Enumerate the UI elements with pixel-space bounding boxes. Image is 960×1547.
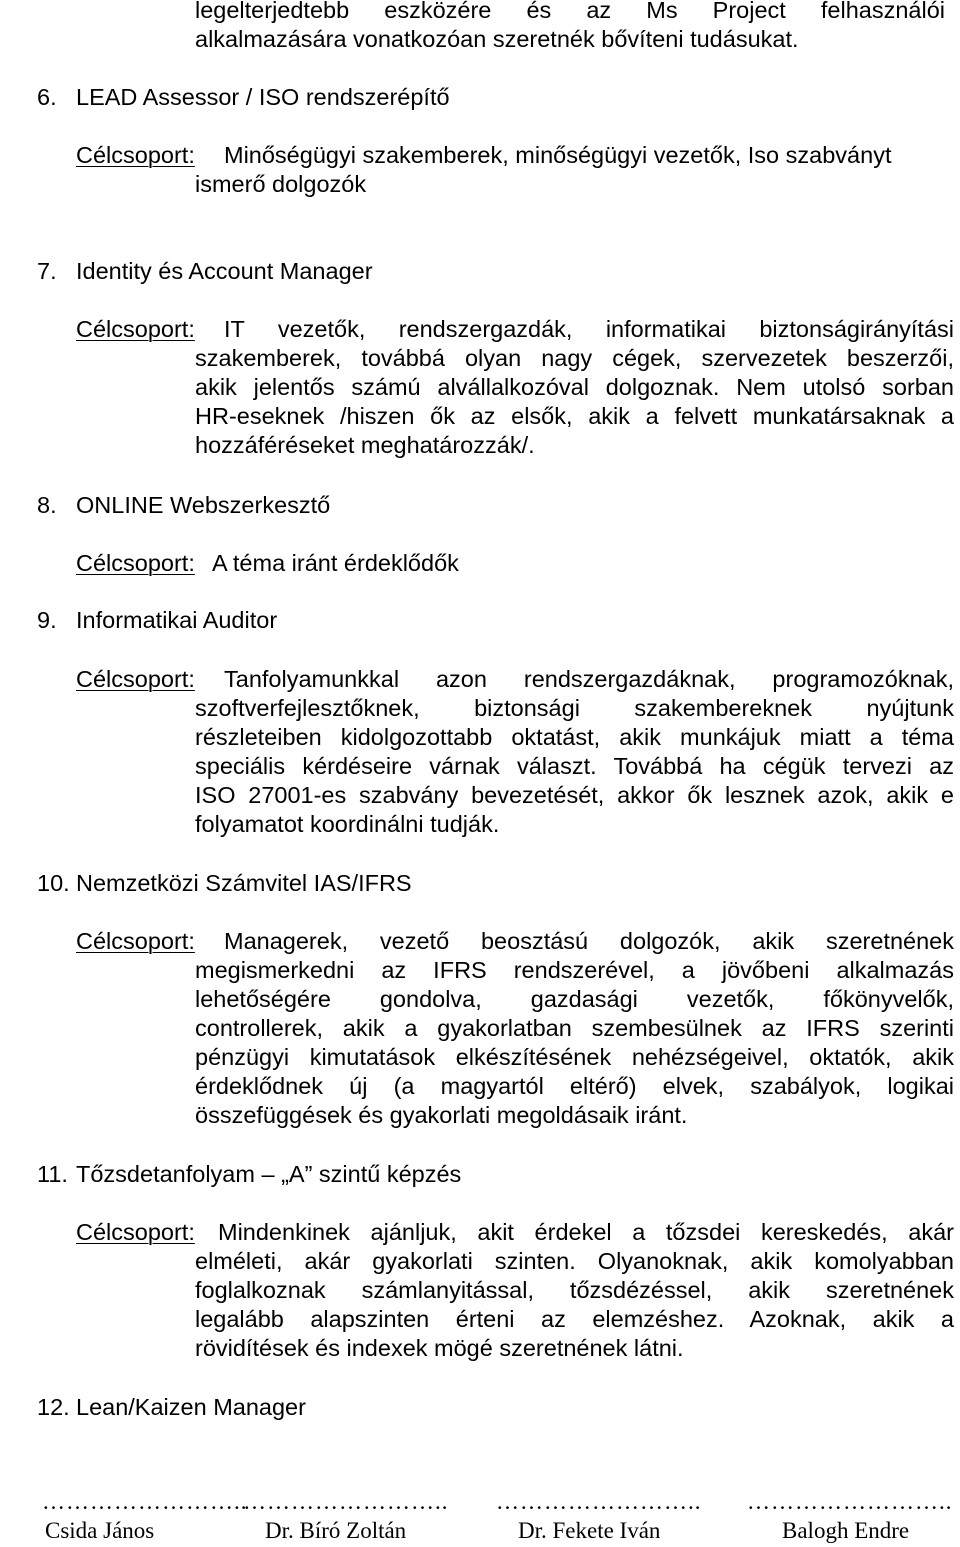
item-text-line: foglalkoznak számlanyitással, tőzsdézéssel, akik szeretnének: [195, 1277, 954, 1303]
item-text-line: folyamatot koordinálni tudják.: [195, 811, 500, 837]
item-text-line: érdeklődnek új (a magyartól eltérő) elvek, szabályok, logikai: [195, 1073, 954, 1099]
item-text-line: rövidítések és indexek mögé szeretnének látni.: [195, 1335, 684, 1361]
item-number: 11.: [37, 1161, 68, 1187]
item-text-line: hozzáféréseket meghatározzák/.: [195, 432, 535, 458]
signatory-name: Dr. Bíró Zoltán: [265, 1518, 407, 1543]
item-text-line: HR-eseknek /hiszen ők az elsők, akik a felvett munkatársaknak a: [195, 403, 954, 429]
item-text-line: elméleti, akár gyakorlati szinten. Olyanoknak, akik komolyabban: [195, 1248, 954, 1274]
item-title: Identity és Account Manager: [76, 258, 373, 284]
item-number: 12.: [37, 1394, 70, 1420]
item-text-line: szoftverfejlesztőknek, biztonsági szakembereknek nyújtunk: [195, 695, 954, 721]
item-text-line: akik jelentős számú alvállalkozóval dolgoznak. Nem utolsó sorban: [195, 374, 954, 400]
item-number: 8.: [37, 492, 57, 518]
item-title: Informatikai Auditor: [76, 607, 278, 633]
item-text-line: szakemberek, továbbá olyan nagy cégek, szervezetek beszerzői,: [195, 345, 954, 371]
item-number: 10.: [37, 870, 70, 896]
item-text-line: Mindenkinek ajánljuk, akit érdekel a tőzsdei kereskedés, akár: [218, 1219, 954, 1245]
signature-line: ……………………..: [496, 1489, 702, 1514]
item-text-line: controllerek, akik a gyakorlatban szembesülnek az IFRS szerinti: [195, 1015, 954, 1041]
signature-line: ……………………..: [42, 1489, 248, 1514]
intro-line-2: alkalmazására vonatkozóan szeretnék bővíteni tudásukat.: [195, 26, 799, 52]
item-title: LEAD Assessor / ISO rendszerépítő: [76, 84, 450, 110]
target-group-label: Célcsoport:: [76, 550, 195, 576]
signatory-name: Balogh Endre: [782, 1518, 910, 1543]
item-title: Nemzetközi Számvitel IAS/IFRS: [76, 870, 412, 896]
signatory-name: Csida János: [45, 1518, 155, 1543]
item-text-line: részleteiben kidolgozottabb oktatást, akik munkájuk miatt a téma: [195, 724, 954, 750]
item-text-line: A téma iránt érdeklődők: [212, 550, 459, 576]
item-text-line: Tanfolyamunkkal azon rendszergazdáknak, programozóknak,: [224, 666, 954, 692]
signature-line: ……………………..: [243, 1489, 449, 1514]
item-text-line: legalább alapszinten érteni az elemzéshez. Azoknak, akik a: [195, 1306, 954, 1332]
item-text-line: lehetőségére gondolva, gazdasági vezetők, főkönyvelők,: [195, 986, 954, 1012]
item-text-line: megismerkedni az IFRS rendszerével, a jövőbeni alkalmazás: [195, 957, 954, 983]
item-text-line: Managerek, vezető beosztású dolgozók, akik szeretnének: [224, 928, 954, 954]
item-text-line: pénzügyi kimutatások elkészítésének nehézségeivel, oktatók, akik: [195, 1044, 954, 1070]
target-group-label: Célcsoport:: [76, 666, 195, 692]
item-text-line: Minőségügyi szakemberek, minőségügyi vezetők, Iso szabványt: [224, 142, 892, 168]
item-number: 6.: [37, 84, 57, 110]
target-group-label: Célcsoport:: [76, 142, 195, 168]
item-text-line: IT vezetők, rendszergazdák, informatikai biztonságirányítási: [224, 316, 954, 342]
item-title: ONLINE Webszerkesztő: [76, 492, 331, 518]
item-title: Tőzsdetanfolyam – „A” szintű képzés: [76, 1161, 462, 1187]
item-number: 9.: [37, 607, 57, 633]
item-text-line: ismerő dolgozók: [195, 171, 367, 197]
signatory-name: Dr. Fekete Iván: [518, 1518, 661, 1543]
target-group-label: Célcsoport:: [76, 316, 195, 342]
signature-line: ……………………..: [747, 1489, 953, 1514]
target-group-label: Célcsoport:: [76, 928, 195, 954]
item-title: Lean/Kaizen Manager: [76, 1394, 306, 1420]
item-text-line: ISO 27001-es szabvány bevezetését, akkor ők lesznek azok, akik e: [195, 782, 954, 808]
intro-line-1: legelterjedtebb eszközére és az Ms Project felhasználói: [195, 0, 945, 23]
item-text-line: speciális kérdéseire várnak választ. Továbbá ha cégük tervezi az: [195, 753, 954, 779]
item-text-line: összefüggések és gyakorlati megoldásaik iránt.: [195, 1102, 688, 1128]
target-group-label: Célcsoport:: [76, 1219, 195, 1245]
item-number: 7.: [37, 258, 57, 284]
